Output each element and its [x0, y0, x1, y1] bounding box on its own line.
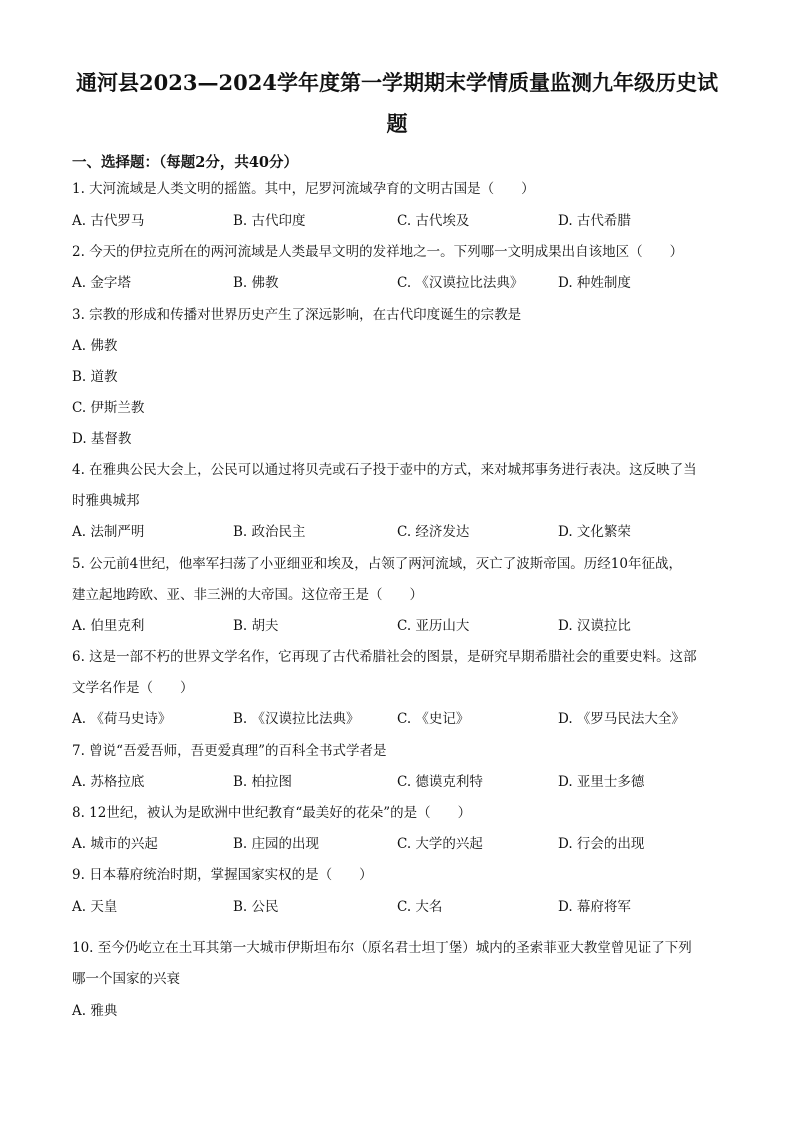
question-4-option-c: C. 经济发达	[397, 524, 470, 540]
question-6-option-b: B. 《汉谟拉比法典》	[233, 711, 360, 727]
question-5-option-b: B. 胡夫	[233, 618, 279, 634]
question-9-option-d: D. 幕府将军	[558, 899, 631, 915]
question-4-stem-continued: 时雅典城邦	[72, 493, 140, 509]
exam-title-continued: 题	[386, 111, 408, 136]
question-5-option-c: C. 亚历山大	[397, 618, 470, 634]
question-3-option-c: C. 伊斯兰教	[72, 400, 145, 416]
question-2-option-c: C. 《汉谟拉比法典》	[397, 275, 524, 291]
question-5-stem: 5. 公元前4世纪，他率军扫荡了小亚细亚和埃及，占领了两河流域，灭亡了波斯帝国。历经10年征战，	[72, 556, 682, 572]
question-2-option-d: D. 种姓制度	[558, 275, 631, 291]
question-7-stem: 7. 曾说“吾爱吾师，吾更爱真理”的百科全书式学者是	[72, 743, 387, 759]
question-9-option-c: C. 大名	[397, 899, 443, 915]
question-10-option-a: A. 雅典	[72, 1003, 118, 1019]
question-9-option-a: A. 天皇	[72, 899, 118, 915]
question-4-option-b: B. 政治民主	[233, 524, 306, 540]
question-9-stem: 9. 日本幕府统治时期，掌握国家实权的是（ ）	[72, 867, 373, 883]
question-3-option-d: D. 基督教	[72, 431, 132, 447]
question-6-option-c: C. 《史记》	[397, 711, 470, 727]
question-4-stem: 4. 在雅典公民大会上，公民可以通过将贝壳或石子投于壶中的方式，来对城邦事务进行表决。这反映了当	[72, 462, 697, 478]
question-7-option-b: B. 柏拉图	[233, 774, 293, 790]
exam-title: 通河县2023—2024学年度第一学期期末学情质量监测九年级历史试	[76, 70, 718, 95]
question-2-stem: 2. 今天的伊拉克所在的两河流域是人类最早文明的发祥地之一。下列哪一文明成果出自该地区（ ）	[72, 244, 684, 260]
question-2-option-a: A. 金字塔	[72, 275, 131, 291]
question-3-option-a: A. 佛教	[72, 338, 118, 354]
question-7-option-a: A. 苏格拉底	[72, 774, 145, 790]
question-3-stem: 3. 宗教的形成和传播对世界历史产生了深远影响，在古代印度诞生的宗教是	[72, 307, 522, 323]
section-heading: 一、选择题：（每题2分，共40分）	[72, 154, 299, 171]
question-8-option-c: C. 大学的兴起	[397, 836, 483, 852]
question-8-option-b: B. 庄园的出现	[233, 836, 320, 852]
question-4-option-d: D. 文化繁荣	[558, 524, 631, 540]
question-5-option-d: D. 汉谟拉比	[558, 618, 631, 634]
question-2-option-b: B. 佛教	[233, 275, 279, 291]
question-7-option-d: D. 亚里士多德	[558, 774, 645, 790]
question-8-option-d: D. 行会的出现	[558, 836, 645, 852]
question-6-stem-continued: 文学名作是（ ）	[72, 680, 194, 696]
question-1-option-a: A. 古代罗马	[72, 213, 145, 229]
question-10-stem-continued: 哪一个国家的兴衰	[72, 971, 180, 987]
question-4-option-a: A. 法制严明	[72, 524, 145, 540]
question-8-stem: 8. 12世纪，被认为是欧洲中世纪教育“最美好的花朵”的是（ ）	[72, 805, 472, 821]
question-1-option-b: B. 古代印度	[233, 213, 306, 229]
question-9-option-b: B. 公民	[233, 899, 279, 915]
question-3-option-b: B. 道教	[72, 369, 118, 385]
question-5-option-a: A. 伯里克利	[72, 618, 145, 634]
question-1-option-c: C. 古代埃及	[397, 213, 470, 229]
question-7-option-c: C. 德谟克利特	[397, 774, 483, 790]
question-6-stem: 6. 这是一部不朽的世界文学名作，它再现了古代希腊社会的图景，是研究早期希腊社会的重要史料。这部	[72, 649, 697, 665]
question-6-option-a: A. 《荷马史诗》	[72, 711, 172, 727]
question-1-stem: 1. 大河流域是人类文明的摇篮。其中，尼罗河流域孕育的文明古国是（ ）	[72, 181, 535, 197]
question-5-stem-continued: 建立起地跨欧、亚、非三洲的大帝国。这位帝王是（ ）	[72, 587, 423, 603]
question-10-stem: 10. 至今仍屹立在土耳其第一大城市伊斯坦布尔（原名君士坦丁堡）城内的圣索菲亚大教堂曾见证了下列	[72, 940, 692, 956]
question-1-option-d: D. 古代希腊	[558, 213, 631, 229]
question-6-option-d: D. 《罗马民法大全》	[558, 711, 685, 727]
question-8-option-a: A. 城市的兴起	[72, 836, 158, 852]
